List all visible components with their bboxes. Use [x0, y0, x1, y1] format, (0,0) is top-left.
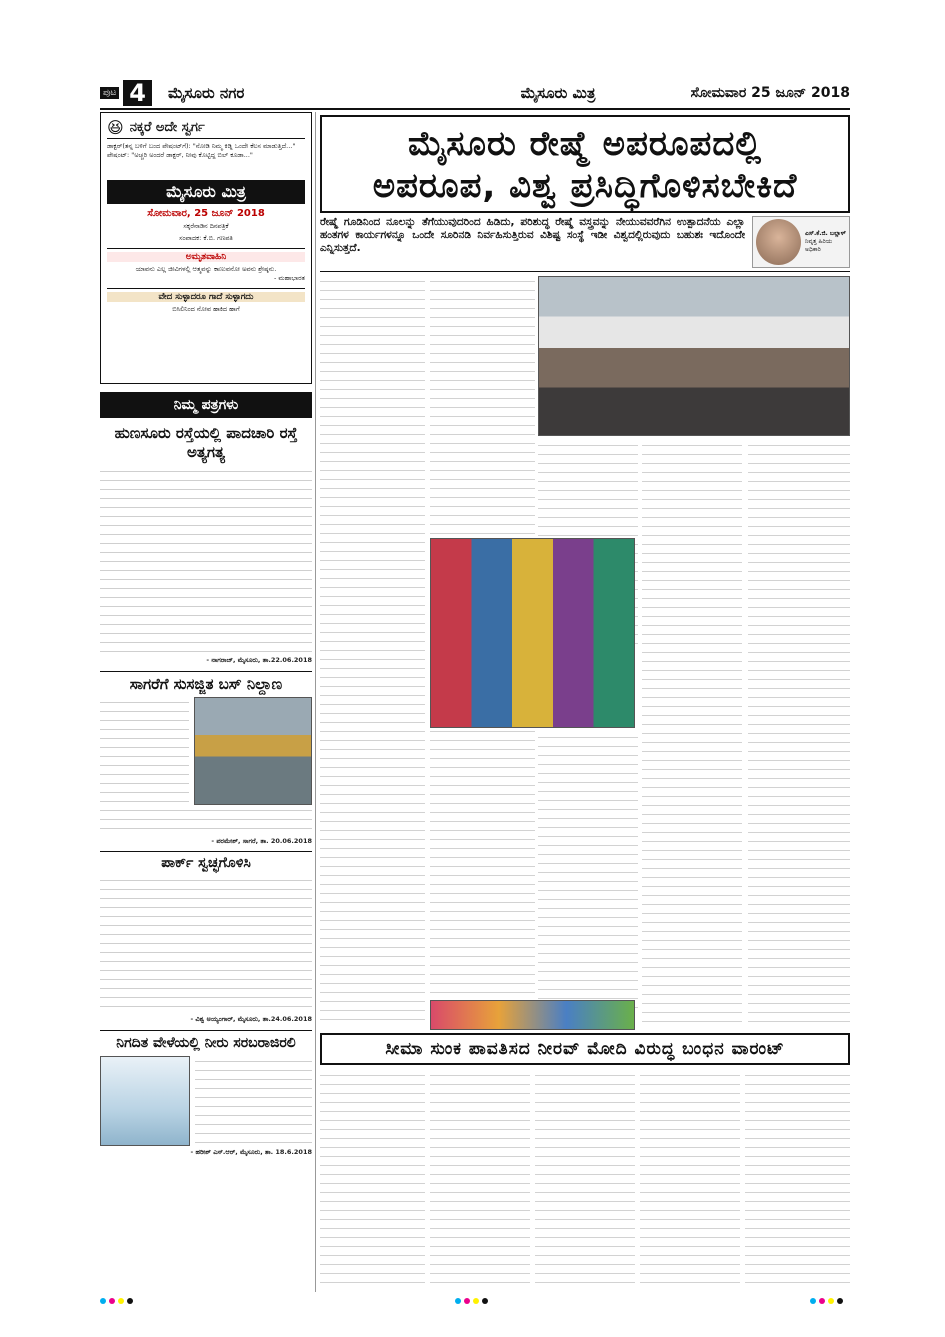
amrutha-text: ಯಾವನು ಎಲ್ಲ ಜೀವಿಗಳಲ್ಲಿ ಆತ್ಮವನ್ನು ಕಾಣುವನೋ ಅವನು ಶ್ರೇಷ್ಠನು.: [135, 265, 277, 273]
proverb-line: ವೇದ ಸುಳ್ಳಾದರೂ ಗಾದೆ ಸುಳ್ಳಾಗದು: [107, 292, 305, 302]
amrutha-title: ಅಮೃತವಾಹಿನಿ: [107, 252, 305, 262]
letter4-signature: - ಹರೀಶ್ ಎಸ್.ಆರ್, ಮೈಸೂರು, ತಾ. 18.6.2018: [190, 1147, 312, 1156]
deck-rule: [320, 271, 850, 272]
laughing-face-icon: 😆: [107, 118, 124, 137]
letter2-body: [100, 697, 189, 805]
masthead: ಮೈಸೂರು ಮಿತ್ರ: [107, 180, 305, 204]
humor-header: [107, 117, 305, 139]
section-title: ಮೈಸೂರು ನಗರ: [168, 84, 245, 102]
byline-name: ಎಸ್.ಕೆ.ಜಿ. ಬಲ್ಲಾಳ್: [805, 230, 846, 237]
info-box: [100, 112, 312, 384]
main-headline-line2: ಅಪರೂಪ, ವಿಶ್ವ ಪ್ರಸಿದ್ಧಿಗೊಳಿಸಬೇಕಿದೆ: [372, 166, 798, 206]
letter1-headline: ಹುಣಸೂರು ರಸ್ತೆಯಲ್ಲಿ ಪಾದಚಾರಿ ರಸ್ತೆ ಅತ್ಯಗತ್ಯ: [114, 424, 298, 461]
page-header: [100, 80, 850, 106]
saree-mannequin-photo: [430, 538, 635, 728]
bus-stand-photo: [194, 697, 312, 805]
letter4-headline: ನಿಗದಿತ ವೇಳೆಯಲ್ಲಿ ನೀರು ಸರಬರಾಜಿರಲಿ: [100, 1030, 312, 1052]
letter1-signature: - ನಾಗರಾಜ್, ಮೈಸೂರು, ತಾ.22.06.2018: [206, 656, 312, 664]
cyan-dot: [455, 1298, 461, 1304]
column-separator: [315, 112, 316, 1292]
article-column-5: [748, 440, 850, 1025]
amrutha-box: [107, 248, 305, 282]
letter4-content: [100, 1056, 312, 1146]
letter3-headline: ಪಾರ್ಕ್ ಸ್ವಚ್ಛಗೊಳಿಸಿ: [100, 851, 312, 871]
silk-fabric-photo: [430, 1000, 635, 1030]
byline-text-block: [805, 230, 849, 254]
water-glass-photo: [100, 1056, 190, 1146]
silk-factory-photo: [538, 276, 850, 436]
byline-box: [752, 216, 850, 268]
masthead-sub: ಸಕ್ಕರೆನಾಡಿನ ದಿನಪತ್ರಿಕೆ: [183, 222, 229, 230]
paper-name: ಮೈಸೂರು ಮಿತ್ರ: [520, 84, 596, 102]
main-headline-box: [320, 115, 850, 213]
yellow-dot: [118, 1298, 124, 1304]
bottom-column-5: [745, 1070, 850, 1288]
yellow-dot: [473, 1298, 479, 1304]
humor-text: ಡಾಕ್ಟರ್(ತನ್ನ ಬಳಿಗೆ ಬಂದ ಪೇಷಂಟ್‌ಗೆ): "ನೋಡಿ ನಿಮ್ಮ ಕಿಡ್ನಿ ಒಂದೇ ಕೆಲಸ ಮಾಡುತ್ತಿದೆ..." ಪೇಷಂಟ್: "ಅಚ್ಚರಿ ಅಂದರೆ ಡಾಕ್ಟರ್, ನೀವು ಕೊಟ್ಟಿದ್ದ ಬಿಲ್ ಕೂಡಾ...": [107, 142, 296, 159]
cyan-dot: [810, 1298, 816, 1304]
bottom-headline: ಸೀಮಾ ಸುಂಕ ಪಾವತಿಸದ ನೀರವ್ ಮೋದಿ ವಿರುದ್ಧ ಬಂಧನ ವಾರಂಟ್: [320, 1033, 850, 1065]
page-number: 4: [123, 80, 152, 106]
letter2-body-cont: [100, 805, 312, 837]
issue-date: ಸೋಮವಾರ 25 ಜೂನ್ 2018: [690, 85, 850, 101]
masthead-date: ಸೋಮವಾರ, 25 ಜೂನ್ 2018: [147, 208, 265, 219]
editor-line: ಸಂಪಾದಕ: ಕೆ.ಬಿ. ಗಣಪತಿ: [179, 233, 233, 242]
bottom-column-1: [320, 1070, 425, 1288]
black-dot: [837, 1298, 843, 1304]
letter3-body: [100, 875, 312, 1015]
magenta-dot: [109, 1298, 115, 1304]
byline-role: ನಿವೃತ್ತ ಹಿರಿಯ ಅಧಿಕಾರಿ: [805, 238, 833, 253]
humor-title: ನಕ್ಕರೆ ಅದೇ ಸ್ವರ್ಗ: [129, 120, 205, 135]
article-column-4: [642, 440, 742, 1025]
amrutha-source: - ಮಹಾಭಾರತ: [273, 273, 305, 282]
letter2-content: [100, 697, 312, 805]
header-rule: [100, 108, 850, 110]
cyan-dot: [100, 1298, 106, 1304]
letter4-body: [195, 1056, 312, 1146]
author-photo: [756, 219, 801, 265]
letter2-signature: - ಪರಮೇಶ್, ಸಾಗರೆ, ತಾ. 20.06.2018: [211, 836, 312, 845]
article-deck: ರೇಷ್ಮೆ ಗೂಡಿನಿಂದ ನೂಲನ್ನು ತೆಗೆಯುವುದರಿಂದ ಹಿಡಿದು, ಪರಿಶುದ್ಧ ರೇಷ್ಮೆ ವಸ್ತ್ರವನ್ನು ನೇಯುವವರೆಗಿನ ಉತ್ಪಾದನೆಯ ಎಲ್ಲಾ ಹಂತಗಳ ಕಾರ್ಯಗಳನ್ನೂ ಒಂದೇ ಸೂರಿನಡಿ ನಿರ್ವಹಿಸುತ್ತಿರುವ ವಿಶಿಷ್ಟ ಸಂಸ್ಥೆ ಇಡೀ ವಿಶ್ವದಲ್ಲಿರುವುದು ಬಹುಶಃ ಇದೊಂದೇ ಎನ್ನಿಸುತ್ತದೆ.: [320, 216, 745, 254]
letter2-headline: ಸಾಗರೆಗೆ ಸುಸಜ್ಜಿತ ಬಸ್ ನಿಲ್ದಾಣ: [100, 671, 312, 693]
main-headline-line1: ಮೈಸೂರು ರೇಷ್ಮೆ ಅಪರೂಪದಲ್ಲಿ: [407, 124, 763, 164]
page-label: ಪುಟ: [100, 87, 119, 99]
yellow-dot: [828, 1298, 834, 1304]
page-number-block: [100, 80, 160, 106]
bottom-column-4: [640, 1070, 740, 1288]
registration-marks-center: [455, 1298, 488, 1304]
letters-banner: ನಿಮ್ಮ ಪತ್ರಗಳು: [100, 392, 312, 418]
proverb-box: [107, 288, 305, 314]
black-dot: [127, 1298, 133, 1304]
letter3-signature: - ವಿಶ್ವ ಅಯ್ಯಂಗಾರ್, ಮೈಸೂರು, ತಾ.24.06.2018: [190, 1015, 312, 1023]
magenta-dot: [464, 1298, 470, 1304]
registration-marks-right: [810, 1298, 843, 1304]
letter1-body: [100, 466, 312, 656]
bottom-column-3: [535, 1070, 635, 1288]
bottom-column-2: [430, 1070, 530, 1288]
article-column-3b: [538, 732, 638, 1012]
left-column: [100, 112, 312, 1156]
proverb-sub: ಬಿಸಿಲಿನಿಂದ ನೋವ ಹಾಕಿದ ಹಾಗೆ: [172, 305, 240, 313]
registration-marks-left: [100, 1298, 133, 1304]
article-column-1: [320, 276, 425, 1026]
black-dot: [482, 1298, 488, 1304]
magenta-dot: [819, 1298, 825, 1304]
